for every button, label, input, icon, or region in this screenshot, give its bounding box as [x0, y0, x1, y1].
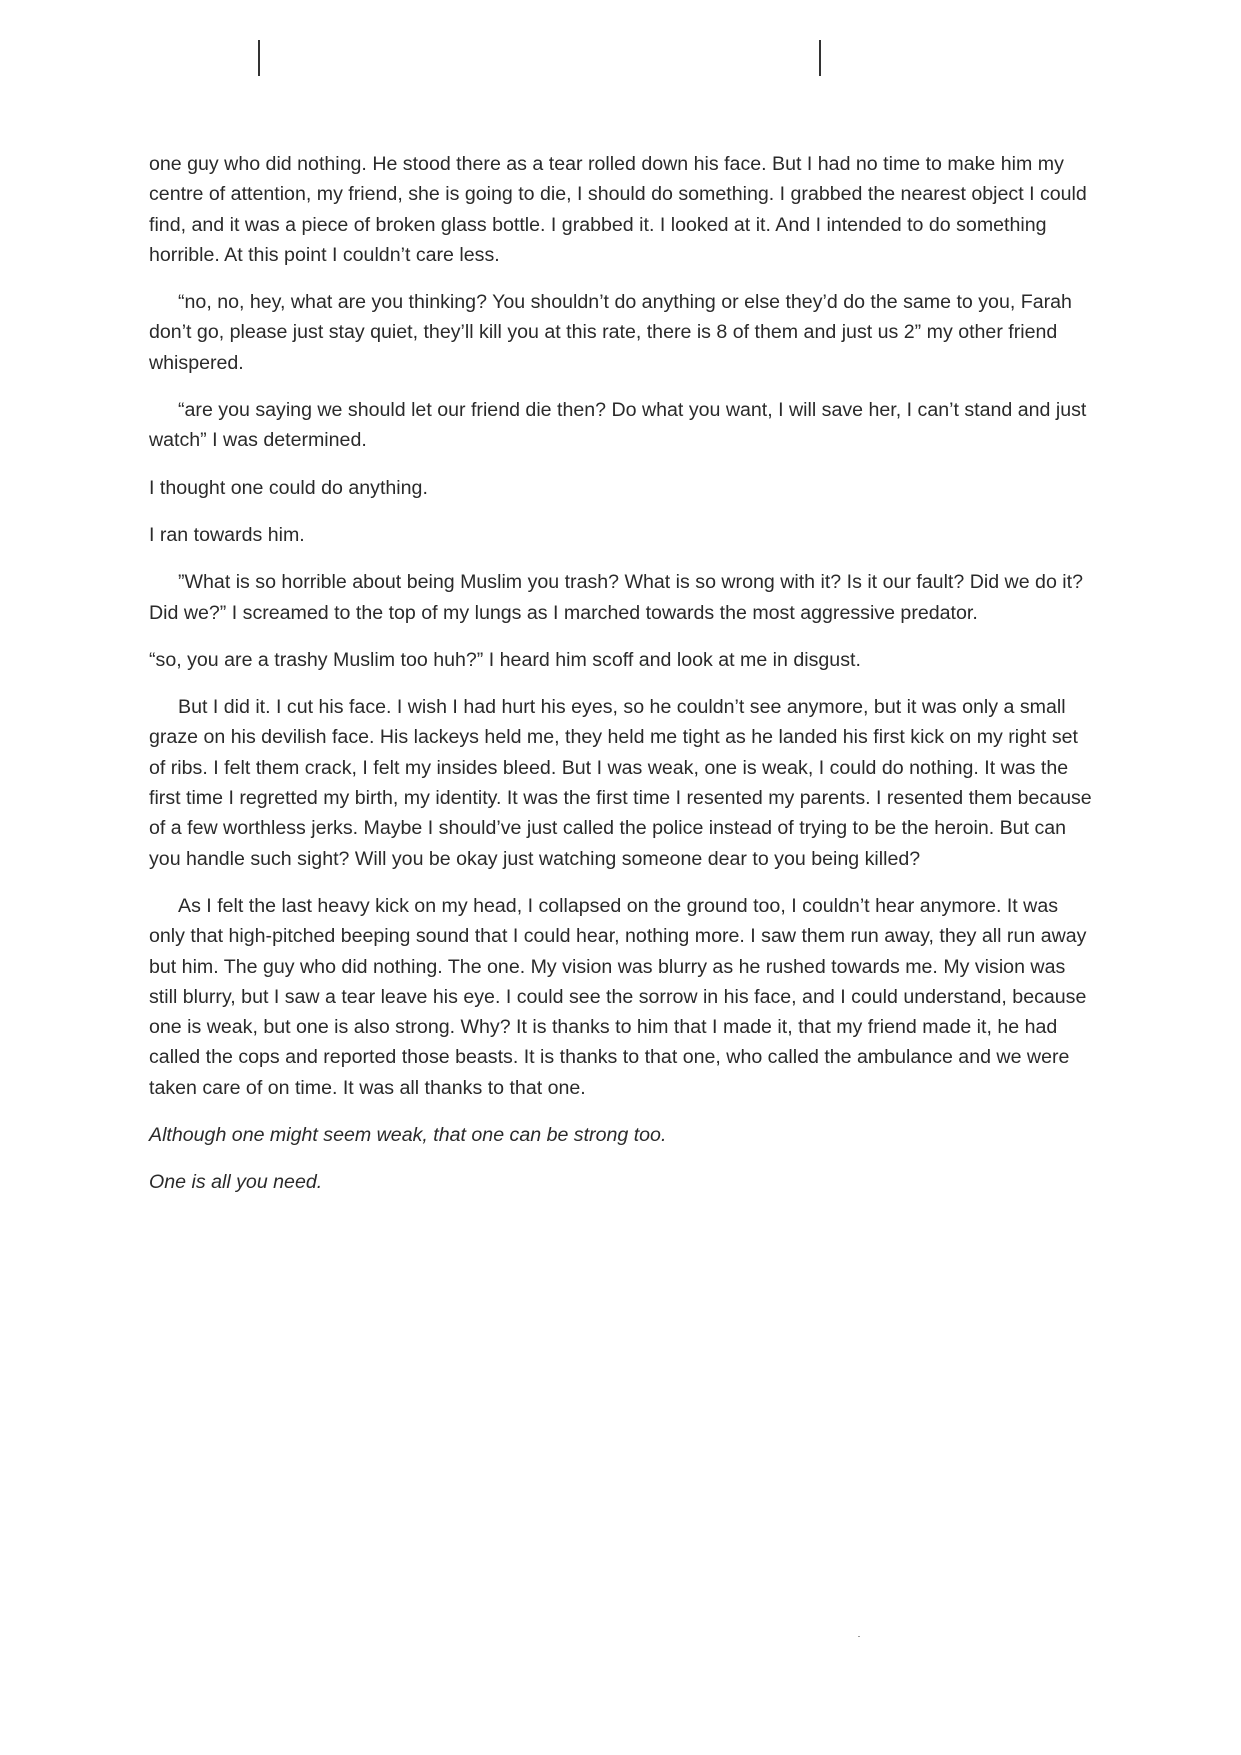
paragraph: “are you saying we should let our friend die then? Do what you want, I will save her, I can’t stand and just watch” I was determined.	[149, 399, 1087, 452]
paragraph: “no, no, hey, what are you thinking? You shouldn’t do anything or else they’d do the same to you, Farah don’t go, please just stay quiet, they’ll kill you at this rate, there is 8 of them and just us 2” my other friend whispered.	[149, 291, 1072, 374]
closing-line: One is all you need.	[149, 1171, 323, 1194]
closing-line: Although one might seem weak, that one can be strong too.	[149, 1124, 667, 1147]
paragraph: one guy who did nothing. He stood there as a tear rolled down his face. But I had no time to make him my centre of attention, my friend, she is going to die, I should do something. I grabbed the nearest object I could find, and it was a piece of broken glass bottle. I grabbed it. I looked at it. And I intended to do something horrible. At this point I couldn’t care less.	[149, 153, 1087, 266]
paragraph: As I felt the last heavy kick on my head, I collapsed on the ground too, I couldn’t hear anymore. It was only that high-pitched beeping sound that I could hear, nothing more. I saw them run away, they all run away but him. The guy who did nothing. The one. My vision was blurry as he rushed towards me. My vision was still blurry, but I saw a tear leave his eye. I could see the sorrow in his face, and I could understand, because one is weak, but one is also strong. Why? It is thanks to him that I made it, that my friend made it, he had called the cops and reported those beasts. It is thanks to that one, who called the ambulance and we were taken care of on time. It was all thanks to that one.	[149, 894, 1087, 1099]
scan-speck	[858, 1636, 860, 1637]
header-rule-right	[819, 40, 821, 76]
paragraph: I ran towards him.	[149, 523, 305, 546]
story-body	[149, 149, 1094, 1215]
paragraph: “so, you are a trashy Muslim too huh?” I heard him scoff and look at me in disgust.	[149, 648, 861, 671]
paragraph: ”What is so horrible about being Muslim you trash? What is so wrong with it? Is it our fault? Did we do it? Did we?” I screamed to the top of my lungs as I marched towards the most aggressive predator.	[149, 571, 1083, 624]
paragraph: I thought one could do anything.	[149, 476, 428, 499]
header-rule-left	[258, 40, 260, 76]
paragraph: But I did it. I cut his face. I wish I had hurt his eyes, so he couldn’t see anymore, but it was only a small graze on his devilish face. His lackeys held me, they held me tight as he landed his first kick on my right set of ribs. I felt them crack, I felt my insides bleed. But I was weak, one is weak, I could do nothing. It was the first time I regretted my birth, my identity. It was the first time I resented my parents. I resented them because of a few worthless jerks. Maybe I should’ve just called the police instead of trying to be the heroin. But can you handle such sight? Will you be okay just watching someone dear to you being killed?	[149, 696, 1092, 870]
